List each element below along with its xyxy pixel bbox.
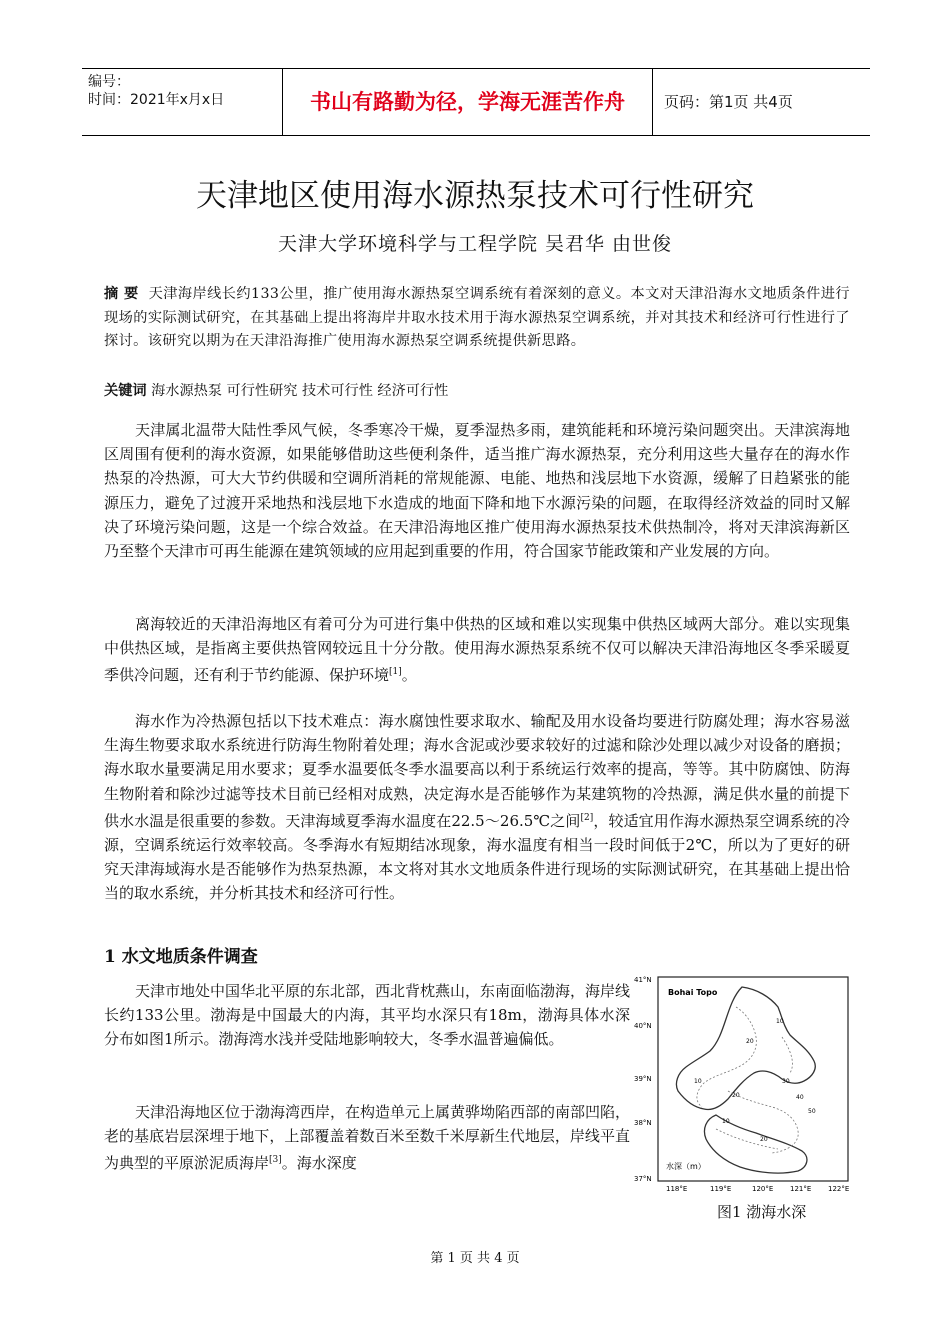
lat-label-37: 37°N [634,1175,652,1183]
reference-3: [3] [269,1155,282,1166]
paragraph-5-text: 天津沿海地区位于渤海湾西岸，在构造单元上属黄骅坳陷西部的南部凹陷，老的基底岩层深埋于地下，上部覆盖着数百米至数千米厚新生代地层，岸线平直为典型的平原淤泥质海岸 [104,1103,631,1173]
motto: 书山有路勤为径，学海无涯苦作舟 [283,69,653,135]
lat-label-41: 41°N [634,976,652,984]
number-label: 编号： [88,74,130,90]
reference-2: [2] [580,812,594,823]
keywords-text: 海水源热泵 可行性研究 技术可行性 经济可行性 [151,383,449,399]
contour-label: 40 [796,1094,804,1101]
paragraph-2 [104,612,850,688]
map-frame [658,977,848,1181]
paragraph-1: 天津属北温带大陆性季风气候，冬季寒冷干燥，夏季湿热多雨，建筑能耗和环境污染问题突出。天津滨海地区周围有便利的海水资源，如果能够借助这些便利条件，适当推广海水源热泵，充分利用这些大量存在的海水作热泵的冷热源，可大大节约供暖和空调所消耗的常规能源、电能、地热和浅层地下水资源，缓解了日趋紧张的能源压力，避免了过渡开采地热和浅层地下水造成的地面下降和地下水源污染的问题，在取得经济效益的同时又解决了环境污染问题，这是一个综合效益。在天津沿海地区推广使用海水源热泵技术供热制冷，将对天津滨海新区乃至整个天津市可再生能源在建筑领域的应用起到重要的作用，符合国家节能政策和产业发展的方向。 [104,421,850,561]
map-title: Bohai Topo [668,988,718,997]
contour-label: 50 [808,1108,816,1115]
abstract-text: 天津海岸线长约133公里，推广使用海水源热泵空调系统有着深刻的意义。本文对天津沿海水文地质条件进行现场的实际测试研究，在其基础上提出将海岸井取水技术用于海水源热泵空调系统，并对其技术和经济可行性进行了探讨。该研究以期为在天津沿海推广使用海水源热泵空调系统提供新思路。 [104,286,850,349]
contour-label: 30 [782,1078,790,1085]
bohai-depth-map [632,973,850,1197]
paragraph-2-text: 离海较近的天津沿海地区有着可分为可进行集中供热的区域和难以实现集中供热区域两大部分。难以实现集中供热区域，是指离主要供热管网较远且十分分散。使用海水源热泵系统不仅可以解决天津沿海地区冬季采暖夏季供冷问题，还有利于节约能源、保护环境 [104,615,850,685]
contour-label: 10 [722,1118,730,1125]
lon-label-119: 119°E [710,1185,732,1193]
lat-label-40: 40°N [634,1022,652,1030]
reference-1: [1] [389,667,402,678]
lat-label-39: 39°N [634,1075,652,1083]
header-meta-cell [82,69,283,135]
page-info: 页码：第1页 共4页 [664,93,793,111]
paragraph-5 [104,1100,630,1176]
figure-caption: 图1 渤海水深 [717,1203,807,1221]
keywords-label: 关键词 [104,383,147,399]
abstract-label: 摘 要 [104,286,139,302]
page-title: 天津地区使用海水源热泵技术可行性研究 [196,178,754,214]
paragraph-3 [104,709,850,906]
contour-label: 10 [694,1078,702,1085]
paragraph-5-end: 。海水深度 [281,1154,357,1173]
paragraph-3-text-a: 海水作为冷热源包括以下技术难点：海水腐蚀性要求取水、输配及用水设备均要进行防腐处理；海水容易滋生海生物要求取水系统进行防海生物附着处理；海水含泥或沙要求较好的过滤和除沙处理以减少对设备的磨损；海水取水量要满足用水要求；夏季水温要低冬季水温要高以利于系统运行效率的提高，等等。其中防腐蚀、防海生物附着和除沙过滤等技术目前已经相对成熟，决定海水是否能够作为某建筑物的冷热源，满足供水量的前提下供水水温是很重要的参数。天津海域夏季海水温度在22.5～26.5℃之间 [104,712,850,830]
time-label: 时间：2021年x月x日 [88,92,225,108]
keywords [104,380,850,400]
contour-label: 20 [760,1136,768,1143]
contour-label: 20 [732,1092,740,1099]
paragraph-2-end: 。 [401,666,417,685]
lat-label-38: 38°N [634,1119,652,1127]
paragraph-4: 天津市地处中国华北平原的东北部，西北背枕燕山，东南面临渤海，海岸线长约133公里。渤海是中国最大的内海，其平均水深只有18m，渤海具体水深分布如图1所示。渤海湾水浅并受陆地影响较大，冬季水温普遍偏低。 [104,982,631,1049]
contour-label: 20 [746,1038,754,1045]
contour-label: 10 [776,1018,784,1025]
page-footer: 第 1 页 共 4 页 [430,1251,520,1266]
lon-label-118: 118°E [666,1185,688,1193]
header-table [82,68,870,136]
depth-label: 水深（m） [666,1162,706,1171]
lon-label-121: 121°E [790,1185,812,1193]
lon-label-122: 122°E [828,1185,850,1193]
paragraph-3-text-b: ，较适宜用作海水源热泵空调系统的冷源，空调系统运行效率较高。冬季海水有短期结冰现象，海水温度有相当一段时间低于2℃，所以为了更好的研究天津海域海水是否能够作为热泵热源，本文将对其水文地质条件进行现场的实际测试研究，在其基础上提出恰当的取水系统，并分析其技术和经济可行性。 [104,811,850,903]
authors: 天津大学环境科学与工程学院 吴君华 由世俊 [277,233,673,255]
abstract [104,283,850,354]
section-heading-1: 1 水文地质条件调查 [104,947,258,967]
lon-label-120: 120°E [752,1185,774,1193]
